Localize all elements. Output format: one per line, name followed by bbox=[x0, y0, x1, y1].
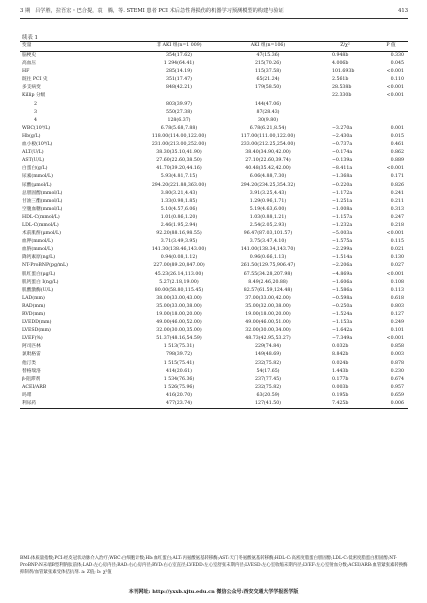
cell-aki: 3.75(3.47,4.10) bbox=[249, 239, 287, 245]
cell-statistic: −2.206a bbox=[332, 263, 353, 269]
cell-non-aki: 38.30(35.10,41.90) bbox=[156, 150, 202, 156]
table-row bbox=[20, 101, 408, 109]
table-row bbox=[20, 319, 408, 327]
cell-aki: 32.00(30.00,34.00) bbox=[245, 328, 291, 334]
cell-aki: 87(28.43) bbox=[256, 109, 280, 115]
cell-p-value: 0.313 bbox=[390, 206, 404, 212]
cell-statistic: 1.443b bbox=[332, 368, 349, 374]
cell-variable: ALT(U/L) bbox=[22, 150, 44, 156]
cell-p-value: 0.249 bbox=[390, 320, 404, 326]
cell-statistic: −5.003a bbox=[332, 231, 353, 237]
cell-non-aki: 2.46(1.95,2.94) bbox=[160, 222, 198, 228]
cell-aki: 149(48.69) bbox=[254, 352, 282, 358]
cell-variable: 血小板(10⁹/L) bbox=[22, 142, 53, 148]
cell-aki: 144(47.06) bbox=[254, 101, 282, 107]
cell-aki: 179(58.50) bbox=[254, 85, 282, 91]
cell-non-aki: 1 526(75.96) bbox=[163, 384, 195, 390]
cell-non-aki: 51.37(48.16,54.59) bbox=[156, 336, 202, 342]
cell-p-value: 0.027 bbox=[390, 263, 404, 269]
cell-aki: 215(70.26) bbox=[254, 61, 282, 67]
cell-non-aki: 1 294(64.41) bbox=[163, 61, 195, 67]
table-row bbox=[20, 165, 408, 173]
table-row bbox=[20, 149, 408, 157]
cell-statistic: −1.514a bbox=[332, 255, 353, 261]
cell-aki: 141.00(138.34,143.70) bbox=[240, 247, 296, 253]
cell-non-aki: 1 515(75.41) bbox=[163, 360, 195, 366]
cell-statistic: −1.232a bbox=[332, 222, 353, 228]
cell-aki: 8.49(2.46,20.88) bbox=[248, 279, 288, 285]
cell-variable: AST(U/L) bbox=[22, 158, 45, 164]
cell-non-aki: 550(27.38) bbox=[165, 109, 193, 115]
cell-p-value: <0.001 bbox=[386, 271, 404, 277]
column-header-aki: AKI 组(n=106) bbox=[250, 43, 286, 49]
cell-p-value: 0.858 bbox=[390, 344, 404, 350]
cell-non-aki: 231.00(213.00,252.00) bbox=[151, 142, 207, 148]
cell-variable: NT-ProBNP(pg/mL) bbox=[22, 263, 68, 269]
cell-variable: HDL-C(mmol/L) bbox=[22, 214, 60, 220]
table-row bbox=[20, 173, 408, 181]
cell-p-value: 0.015 bbox=[390, 133, 404, 139]
cell-variable: 替格瑞洛 bbox=[22, 368, 41, 374]
cell-statistic: −1.251a bbox=[332, 198, 353, 204]
table-row bbox=[20, 295, 408, 303]
cell-statistic: −8.411a bbox=[332, 166, 353, 172]
table-row bbox=[20, 141, 408, 149]
data-table bbox=[20, 41, 408, 409]
cell-non-aki: 477(23.74) bbox=[165, 401, 193, 407]
table-row bbox=[20, 68, 408, 76]
table-row bbox=[20, 400, 408, 409]
cell-p-value bbox=[374, 117, 408, 125]
cell-statistic: −1.642a bbox=[332, 328, 353, 334]
table-row bbox=[20, 109, 408, 117]
cell-non-aki: 80.00(58.80,115.45) bbox=[154, 287, 204, 293]
cell-statistic: 0.195b bbox=[332, 392, 349, 398]
cell-aki: 115(37.58) bbox=[254, 69, 282, 75]
cell-aki: 40.48(35.42,42.00) bbox=[245, 166, 291, 172]
table-row bbox=[20, 376, 408, 384]
cell-statistic: −0.139a bbox=[332, 158, 353, 164]
cell-variable: 尿素(mmol/L) bbox=[22, 174, 53, 180]
cell-variable: HF bbox=[22, 69, 30, 75]
table-row bbox=[20, 182, 408, 190]
table-row bbox=[20, 392, 408, 400]
cell-statistic: 28.538b bbox=[332, 85, 352, 91]
cell-p-value: 0.127 bbox=[390, 312, 404, 317]
page-number: 413 bbox=[398, 8, 408, 14]
cell-aki: 38.40(34.90,42.00) bbox=[245, 150, 291, 156]
table-continuation-label: 续表 1 bbox=[22, 35, 38, 41]
cell-non-aki: 3.80(3.21,4.43) bbox=[160, 190, 198, 196]
cell-aki: 67.55(34.28,207.98) bbox=[243, 271, 293, 277]
table-row bbox=[20, 206, 408, 214]
cell-statistic bbox=[316, 101, 374, 109]
cell-p-value: 0.171 bbox=[390, 174, 404, 180]
cell-statistic: 0.003b bbox=[332, 384, 349, 390]
table-row bbox=[20, 52, 408, 61]
cell-p-value: 0.330 bbox=[390, 53, 404, 58]
cell-p-value: 0.461 bbox=[390, 142, 404, 148]
cell-statistic: 7.425b bbox=[332, 401, 349, 407]
table-row bbox=[20, 117, 408, 125]
cell-non-aki: 45.23(26.14,113.00) bbox=[154, 271, 204, 277]
cell-aki: 117.00(111.00,122.00) bbox=[240, 133, 296, 139]
baseline-table bbox=[20, 41, 408, 409]
cell-non-aki: 35.00(33.00,38.00) bbox=[156, 303, 202, 309]
table-row bbox=[20, 133, 408, 141]
running-header bbox=[20, 6, 408, 16]
cell-p-value: 0.659 bbox=[390, 392, 404, 398]
cell-aki: 294.20(234.25,354.32) bbox=[240, 182, 296, 188]
cell-statistic: −1.008a bbox=[332, 206, 353, 212]
cell-non-aki: 92.20(88.16,98.55) bbox=[156, 231, 202, 237]
cell-variable: 氯吡格雷 bbox=[22, 352, 41, 358]
header-authors: 吕学胜，拉吾宏・巴合提，袁 腾，等. STEMI 患者 PCI 术后急性肾损伤的机器学习预测模型的构建与验证 bbox=[35, 8, 284, 14]
cell-p-value: <0.001 bbox=[386, 85, 404, 91]
cell-statistic bbox=[316, 117, 374, 125]
cell-variable: β-阻滞剂 bbox=[22, 376, 41, 382]
cell-variable: 术前肌酐(μmol/L) bbox=[22, 231, 61, 237]
cell-p-value: <0.001 bbox=[386, 166, 404, 172]
column-header-p-value: P 值 bbox=[386, 43, 396, 49]
cell-variable: 2 bbox=[34, 101, 37, 107]
cell-variable: 肌红蛋白(μg/L) bbox=[22, 271, 56, 277]
cell-non-aki: 1 534(76.36) bbox=[163, 376, 195, 382]
cell-p-value: 0.803 bbox=[390, 303, 404, 309]
cell-non-aki: 19.00(18.00,20.00) bbox=[156, 312, 202, 317]
cell-variable: 血钾(mmol/L) bbox=[22, 239, 53, 245]
cell-variable: 既往 PCI 史 bbox=[22, 77, 48, 83]
cell-variable: Hb(g/L) bbox=[22, 133, 41, 139]
cell-variable: Killip 分级 bbox=[22, 93, 46, 99]
cell-statistic: −1.153a bbox=[332, 320, 353, 326]
cell-statistic: −1.606a bbox=[332, 279, 353, 285]
table-row bbox=[20, 125, 408, 133]
cell-statistic: −1.524a bbox=[332, 312, 353, 317]
cell-statistic: −1.172a bbox=[332, 190, 353, 196]
cell-statistic: 0.177b bbox=[332, 376, 349, 382]
cell-p-value: 0.113 bbox=[390, 287, 404, 293]
cell-p-value: <0.001 bbox=[386, 69, 404, 75]
cell-aki: 5.19(4.63,6.00) bbox=[249, 206, 287, 212]
cell-variable: 降钙素原(ng/L) bbox=[22, 255, 56, 261]
table-row bbox=[20, 303, 408, 311]
cell-aki: 233.00(212.25,254.00) bbox=[240, 142, 296, 148]
cell-p-value: 0.247 bbox=[390, 214, 404, 220]
cell-p-value: 0.101 bbox=[390, 328, 404, 334]
table-row bbox=[20, 335, 408, 343]
table-row bbox=[20, 238, 408, 246]
cell-non-aki: 414(20.61) bbox=[165, 368, 193, 374]
cell-variable: 4 bbox=[34, 117, 37, 123]
cell-statistic: 101.693b bbox=[332, 69, 355, 75]
column-header-non-aki: 非 AKI 组(n=1 009) bbox=[156, 43, 202, 49]
cell-aki: 1.03(0.88,1.21) bbox=[249, 214, 287, 220]
column-header-statistic: Z/χ² bbox=[340, 43, 350, 49]
cell-variable: 3 bbox=[34, 109, 37, 115]
cell-aki: 229(74.84) bbox=[254, 344, 282, 350]
cell-p-value: 0.001 bbox=[390, 125, 404, 131]
cell-statistic: 22.330b bbox=[332, 93, 352, 99]
header-issue: 3 期 bbox=[20, 8, 31, 14]
cell-aki: 49.00(46.00,51.00) bbox=[245, 320, 291, 326]
cell-p-value: 0.130 bbox=[390, 255, 404, 261]
cell-non-aki: 416(20.70) bbox=[165, 392, 193, 398]
cell-non-aki: 285(14.19) bbox=[165, 69, 193, 75]
cell-p-value: <0.001 bbox=[386, 336, 404, 342]
cell-p-value: 0.108 bbox=[390, 279, 404, 285]
cell-aki: 232(75.82) bbox=[254, 360, 282, 366]
cell-p-value: 0.241 bbox=[390, 190, 404, 196]
table-row bbox=[20, 360, 408, 368]
cell-statistic: −1.368a bbox=[332, 174, 353, 180]
cell-non-aki: 354(17.62) bbox=[165, 53, 193, 58]
cell-non-aki: 3.71(3.49,3.95) bbox=[160, 239, 198, 245]
table-header-row bbox=[20, 42, 408, 52]
cell-aki: 2.54(2.05,2.93) bbox=[249, 222, 287, 228]
table-row bbox=[20, 254, 408, 262]
journal-footer: 本刊网址: http://yxxb.xjtu.edu.cn 微信公众号:西安交通大学学报医学版 bbox=[128, 589, 299, 595]
cell-non-aki: 294.20(221.88,363.00) bbox=[151, 182, 207, 188]
column-header-variable: 变量 bbox=[22, 43, 32, 49]
cell-p-value: 0.957 bbox=[390, 384, 404, 390]
cell-aki: 27.10(22.60,39.74) bbox=[245, 158, 291, 164]
table-row bbox=[20, 368, 408, 376]
table-row bbox=[20, 311, 408, 319]
cell-p-value: 0.618 bbox=[390, 295, 404, 301]
cell-statistic: −0.174a bbox=[332, 150, 353, 156]
cell-variable: 白蛋白(g/L) bbox=[22, 166, 48, 172]
table-row bbox=[20, 198, 408, 206]
cell-variable: 利尿药 bbox=[22, 401, 37, 407]
cell-non-aki: 6.78(5.68,7.88) bbox=[160, 125, 198, 131]
cell-non-aki: 848(42.21) bbox=[165, 85, 193, 91]
table-row bbox=[20, 327, 408, 335]
cell-variable: 尿酸(μmol/L) bbox=[22, 182, 52, 188]
table-row bbox=[20, 222, 408, 230]
cell-p-value: 0.021 bbox=[390, 247, 404, 253]
cell-variable: 高血压 bbox=[22, 61, 37, 67]
cell-statistic: 0.032b bbox=[332, 344, 349, 350]
cell-non-aki: 798(39.72) bbox=[165, 352, 193, 358]
table-row bbox=[20, 157, 408, 165]
cell-aki: 54(17.65) bbox=[256, 368, 280, 374]
cell-non-aki: 141.30(138.46,143.00) bbox=[151, 247, 207, 253]
cell-p-value: 0.889 bbox=[390, 158, 404, 164]
cell-non-aki: 803(39.97) bbox=[165, 101, 193, 107]
cell-non-aki bbox=[138, 92, 220, 100]
cell-variable: RAD(mm) bbox=[22, 303, 46, 309]
cell-variable: 甘油三酯(mmol/L) bbox=[22, 198, 63, 204]
cell-aki: 37.00(33.00,42.00) bbox=[245, 295, 291, 301]
table-body bbox=[20, 52, 408, 409]
table-row bbox=[20, 262, 408, 270]
cell-variable: 血钠(mmol/L) bbox=[22, 247, 53, 253]
cell-statistic: −7.349a bbox=[332, 336, 353, 342]
cell-statistic: −0.737a bbox=[332, 142, 353, 148]
cell-non-aki: 5.93(4.81,7.15) bbox=[160, 174, 198, 180]
cell-p-value bbox=[374, 109, 408, 117]
cell-aki: 3.91(3.25,4.43) bbox=[249, 190, 287, 196]
cell-statistic: −2.430a bbox=[332, 133, 353, 139]
cell-non-aki: 1.33(0.98,1.85) bbox=[160, 198, 198, 204]
table-footnote: BMI:体质量指数;PCI:经皮冠状动脉介入治疗;WBC:白细胞计数;Hb:血红蛋白;ALT:丙氨酸氨基转移酶;AST:天门冬氨酸氨基转移酶;HDL-C:高密度脂蛋白胆固醇;LDL-C:低密度脂蛋白胆固醇;NT-ProBNP:N末端B型利钠肽前体;LAD:左心房内径;RAD:右心房内径;RVD:右心室直径;LVEDD:左心室舒张末期内径;LVESD:左心室收缩末期内径;LVEF:左心室射血分数;ACEI/ARB:血管紧张素转换酶抑制剂/血管紧张素受体拮抗剂. a: Z值; b: χ²值 bbox=[20, 556, 408, 575]
cell-variable: 他汀类 bbox=[22, 360, 37, 366]
cell-variable: WBC(10⁹/L) bbox=[22, 125, 51, 131]
table-row bbox=[20, 343, 408, 351]
cell-statistic: 0.024b bbox=[332, 360, 349, 366]
table-row bbox=[20, 190, 408, 198]
cell-p-value: 0.115 bbox=[390, 239, 404, 245]
cell-variable: LVEF(%) bbox=[22, 336, 43, 342]
cell-p-value: 0.230 bbox=[390, 368, 404, 374]
cell-non-aki: 49.00(46.00,52.00) bbox=[156, 320, 202, 326]
cell-variable: ACEI/ARB bbox=[22, 384, 47, 390]
cell-aki: 237(77.45) bbox=[254, 376, 282, 382]
cell-statistic: −3.270a bbox=[332, 125, 353, 131]
table-row bbox=[20, 279, 408, 287]
cell-non-aki: 5.27(2.18,19.00) bbox=[159, 279, 199, 285]
cell-p-value: 0.211 bbox=[390, 198, 404, 204]
table-row bbox=[20, 84, 408, 92]
cell-aki: 47(15.36) bbox=[256, 53, 280, 58]
cell-variable: LDL-C(mmol/L) bbox=[22, 222, 59, 228]
cell-p-value bbox=[374, 101, 408, 109]
cell-non-aki: 27.60(22.60,38.50) bbox=[156, 158, 202, 164]
cell-variable: 肌钙蛋白 I(ng/L) bbox=[22, 279, 59, 285]
cell-aki: 63(20.59) bbox=[256, 392, 280, 398]
cell-p-value: 0.003 bbox=[390, 352, 404, 358]
cell-aki: 232(75.82) bbox=[254, 384, 282, 390]
table-row bbox=[20, 384, 408, 392]
header-divider bbox=[20, 18, 408, 19]
table-row bbox=[20, 287, 408, 295]
cell-aki: 65(21.24) bbox=[256, 77, 280, 83]
cell-p-value: 0.045 bbox=[390, 61, 404, 67]
cell-non-aki: 351(17.47) bbox=[165, 77, 193, 83]
table-row bbox=[20, 271, 408, 279]
cell-non-aki: 227.00(89.20,847.00) bbox=[153, 263, 205, 269]
cell-statistic bbox=[316, 109, 374, 117]
cell-p-value: 0.878 bbox=[390, 360, 404, 366]
cell-p-value: <0.001 bbox=[386, 93, 404, 99]
cell-aki bbox=[220, 92, 316, 100]
header-issue-authors bbox=[20, 6, 284, 16]
cell-statistic: −0.250a bbox=[332, 303, 353, 309]
cell-p-value: 0.862 bbox=[390, 150, 404, 156]
cell-variable: 肌酸激酶(U/L) bbox=[22, 287, 54, 293]
cell-aki: 0.96(0.66,1.13) bbox=[249, 255, 287, 261]
cell-aki: 30(9.80) bbox=[257, 117, 279, 123]
cell-statistic: −1.575a bbox=[332, 239, 353, 245]
cell-statistic: −2.299a bbox=[332, 247, 353, 253]
cell-statistic: 2.561b bbox=[332, 77, 349, 83]
cell-non-aki: 128(6.37) bbox=[167, 117, 191, 123]
cell-non-aki: 38.00(33.00,43.00) bbox=[156, 295, 202, 301]
cell-non-aki: 32.00(30.00,35.00) bbox=[156, 328, 202, 334]
cell-p-value: <0.001 bbox=[386, 231, 404, 237]
cell-variable: 吗啡 bbox=[22, 392, 32, 398]
cell-aki: 1.29(0.96,1.71) bbox=[249, 198, 287, 204]
cell-variable: LVESD(mm) bbox=[22, 328, 51, 334]
cell-statistic: −0.598a bbox=[332, 295, 353, 301]
cell-p-value: 0.218 bbox=[390, 222, 404, 228]
cell-non-aki: 118.00(114.00,122.00) bbox=[151, 133, 207, 139]
cell-p-value: 0.006 bbox=[390, 401, 404, 407]
table-row bbox=[20, 92, 408, 100]
cell-variable: 总胆固醇(mmol/L) bbox=[22, 190, 63, 196]
cell-non-aki: 41.70(39.20,44.16) bbox=[156, 166, 202, 172]
cell-aki: 6.78(6.21,8.54) bbox=[249, 125, 287, 131]
cell-statistic: 0.948b bbox=[332, 53, 349, 58]
table-row bbox=[20, 230, 408, 238]
cell-p-value: 0.674 bbox=[390, 376, 404, 382]
table-row bbox=[20, 76, 408, 84]
cell-variable: 阿司匹林 bbox=[22, 344, 41, 350]
cell-aki: 82.57(61.59,124.48) bbox=[243, 287, 293, 293]
cell-p-value: 0.826 bbox=[390, 182, 404, 188]
cell-variable: 脑梗史 bbox=[22, 53, 37, 58]
cell-aki: 127(41.50) bbox=[254, 401, 282, 407]
cell-aki: 35.00(32.00,38.00) bbox=[245, 303, 291, 309]
cell-variable: 空腹血糖(mmol/L) bbox=[22, 206, 63, 212]
cell-aki: 261.50(129.75,906.47) bbox=[240, 263, 296, 269]
cell-non-aki: 5.10(4.57,6.06) bbox=[160, 206, 198, 212]
table-row bbox=[20, 60, 408, 68]
cell-aki: 19.00(18.00,20.00) bbox=[245, 312, 291, 317]
table-row bbox=[20, 246, 408, 254]
cell-variable: RVD(mm) bbox=[22, 312, 46, 317]
cell-aki: 48.73(42.95,53.27) bbox=[245, 336, 291, 342]
cell-variable: LAD(mm) bbox=[22, 295, 45, 301]
cell-statistic: −1.157a bbox=[332, 214, 353, 220]
cell-non-aki: 0.94(0.08,1.12) bbox=[160, 255, 198, 261]
cell-aki: 96.47(87.03,101.57) bbox=[243, 231, 293, 237]
cell-non-aki: 1.01(0.86,1.20) bbox=[160, 214, 198, 220]
cell-p-value: 0.110 bbox=[390, 77, 404, 83]
table-row bbox=[20, 351, 408, 359]
cell-statistic: 8.842b bbox=[332, 352, 349, 358]
table-row bbox=[20, 214, 408, 222]
cell-non-aki: 1 513(75.31) bbox=[163, 344, 195, 350]
cell-statistic: −0.220a bbox=[332, 182, 353, 188]
cell-variable: 多支病变 bbox=[22, 85, 41, 91]
cell-statistic: 4.006b bbox=[332, 61, 349, 67]
cell-statistic: −1.586a bbox=[332, 287, 353, 293]
cell-variable: LVEDD(mm) bbox=[22, 320, 52, 326]
cell-statistic: −4.869a bbox=[332, 271, 353, 277]
cell-aki: 6.06(4.88,7.30) bbox=[249, 174, 287, 180]
